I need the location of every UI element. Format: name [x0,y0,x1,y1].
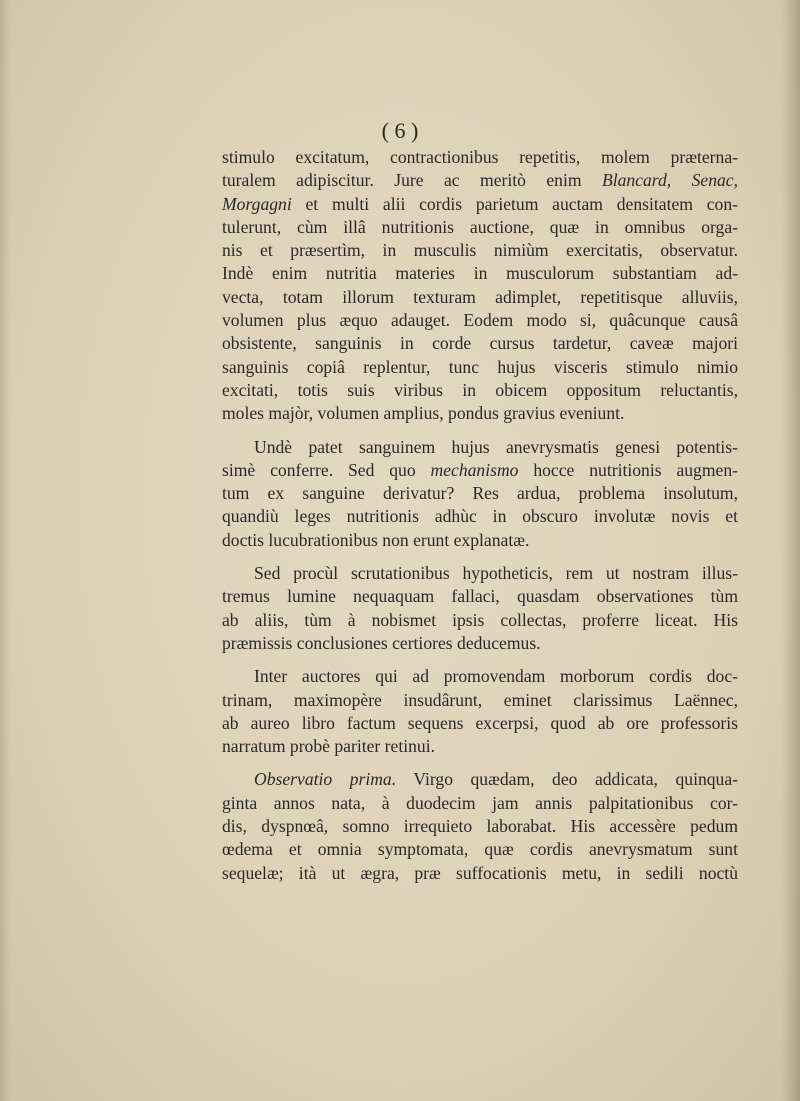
text-line [222,356,738,379]
text-line [222,815,738,838]
text-run: trinam, maximopère insudârunt, eminet clarissimus Laënnec, [222,689,738,710]
text-line [222,436,738,459]
text-run: Inter auctores qui ad promovendam morborum cordis doc- [254,666,738,687]
text-line [222,735,738,758]
text-line [222,146,738,169]
text-line [222,585,738,608]
text-line [222,609,738,632]
text-line [222,379,738,402]
text-run: tulerunt, cùm illâ nutritionis auctione, quæ in omnibus orga- [222,216,738,237]
text-run: Sed procùl scrutationibus hypotheticis, rem ut nostram illus- [254,563,738,584]
text-line [222,169,738,192]
text-run: Undè patet sanguinem hujus anevrysmatis genesi potentis- [254,436,738,457]
text-run: stimulo excitatum, contractionibus repetitis, molem præterna- [222,147,738,167]
text-run: nis et præsertìm, in musculis nimiùm exercitatis, observatur. [222,240,738,261]
text-run: simè conferre. Sed quo [222,459,431,480]
text-line [222,665,738,688]
text-line [222,262,738,285]
text-line [222,862,738,885]
text-line [222,712,738,735]
text-run: sanguinis copiâ replentur, tunc hujus visceris stimulo nimio [222,356,738,377]
text-run: quandiù leges nutritionis adhùc in obscuro involutæ novis et [222,506,738,527]
text-run: dis, dyspnœâ, somno irrequieto laborabat. His accessère pedum [222,816,738,837]
text-run: Indè enim nutritia materies in musculorum substantiam ad- [222,263,738,284]
text-line [222,529,738,552]
italic-text: Blancard, Senac, [601,170,738,191]
text-line [222,689,738,712]
text-run: et multi alii cordis parietum auctam densitatem con- [291,193,738,214]
text-line [222,309,738,332]
text-line [222,332,738,355]
text-run: vecta, totam illorum texturam adimplet, repetitisque alluviis, [222,286,738,307]
text-run: narratum probè pariter retinui. [222,736,435,757]
text-run: doctis lucubrationibus non erunt explanatæ. [222,529,530,550]
text-line [222,632,738,655]
text-run: ab aliis, tùm à nobismet ipsis collectas, proferre liceat. His [222,609,738,630]
text-run: tremus lumine nequaquam fallaci, quasdam observationes tùm [222,586,738,607]
paragraph-p4 [222,665,738,758]
text-run: moles majòr, volumen amplius, pondus gravius eveniunt. [222,403,625,424]
paragraph-p1 [222,146,738,426]
italic-text: Observatio prima. [254,769,397,790]
text-run: Virgo quædam, deo addicata, quinqua- [396,769,739,790]
text-line [222,792,738,815]
text-run: obsistente, sanguinis in corde cursus tardetur, caveæ majori [222,333,738,354]
text-run: tum ex sanguine derivatur? Res ardua, problema insolutum, [222,483,738,504]
text-run: excitati, totis suis viribus in obicem oppositum reluctantis, [222,379,738,400]
text-run: ginta annos nata, à duodecim jam annis palpitationibus cor- [222,792,738,813]
text-line [222,768,738,791]
text-line [222,482,738,505]
text-run: sequelæ; ità ut ægra, præ suffocationis metu, in sedili noctù [222,862,738,883]
text-line [222,239,738,262]
page-number: ( 6 ) [381,118,419,143]
text-run: hocce nutritionis augmen- [518,459,738,480]
text-run: præmissis conclusiones certiores deducemus. [222,632,541,653]
italic-text: mechanismo [430,459,519,480]
text-line [222,838,738,861]
page-right-shadow [782,0,800,1101]
text-line [222,459,738,482]
text-line [222,402,738,425]
text-line [222,216,738,239]
text-line [222,505,738,528]
paragraph-p5 [222,768,738,884]
text-line [222,562,738,585]
paragraph-p3 [222,562,738,655]
text-run: ab aureo libro factum sequens excerpsi, quod ab ore professoris [222,712,738,733]
text-run: turalem adipiscitur. Jure ac meritò enim [222,170,602,191]
text-line [222,193,738,216]
page-left-shadow [0,0,10,1101]
text-run: œdema et omnia symptomata, quæ cordis anevrysmatum sunt [222,839,738,860]
text-line [222,286,738,309]
body-text [222,146,738,885]
text-run: volumen plus æquo adauget. Eodem modo si, quâcunque causâ [222,310,738,331]
italic-text: Morgagni [222,193,292,214]
paragraph-p2 [222,436,738,552]
